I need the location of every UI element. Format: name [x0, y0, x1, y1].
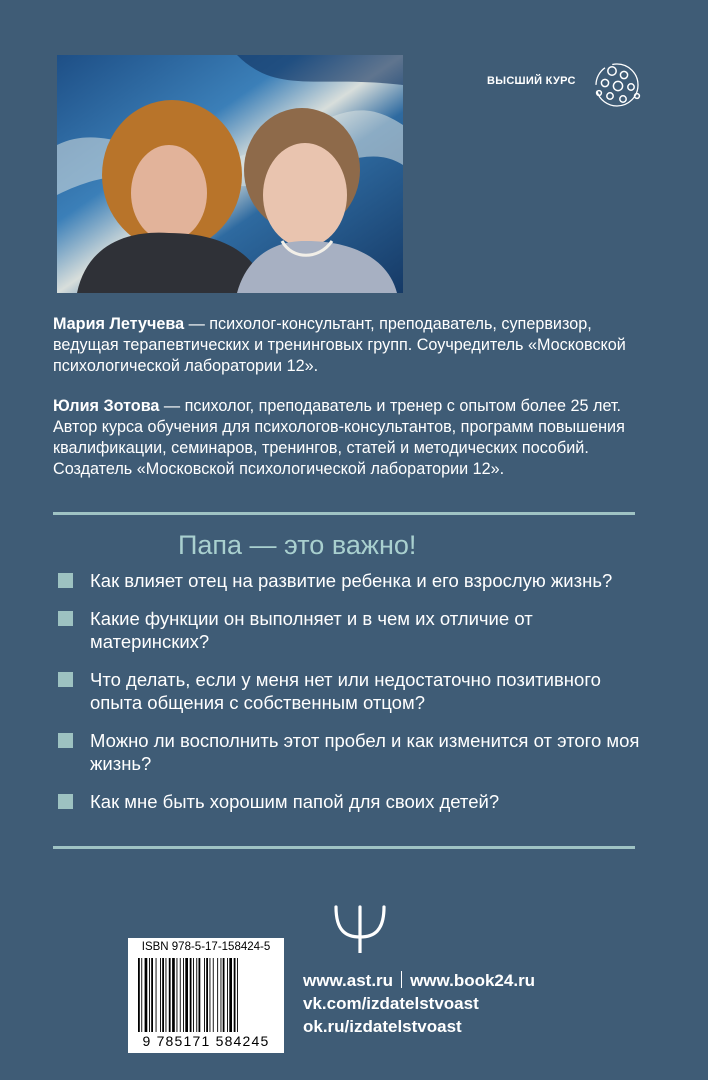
- isbn-digits: 9 785171 584245: [142, 1033, 270, 1049]
- question-text: Можно ли восполнить этот пробел и как изменится от этого моя жизнь?: [90, 730, 640, 774]
- question-list: [58, 569, 648, 828]
- list-item: [58, 668, 648, 714]
- series-label: ВЫСШИЙ КУРС: [487, 75, 576, 87]
- author-bio-text: — психолог-консультант, преподаватель, супервизор, ведущая терапевтических и тренинговых групп. Соучредитель «Московской психологической лаборатории 12».: [53, 315, 626, 375]
- isbn-label: ISBN 978-5-17-158424-5: [141, 941, 271, 953]
- square-bullet-icon: [58, 733, 73, 748]
- link-book24[interactable]: www.book24.ru: [410, 971, 536, 990]
- author-name: Мария Летучева: [53, 315, 185, 333]
- divider-top: [53, 512, 635, 515]
- publisher-links: [303, 969, 535, 1038]
- list-item: [58, 607, 648, 653]
- link-ast[interactable]: www.ast.ru: [303, 971, 394, 990]
- list-item: [58, 569, 648, 592]
- author-bio-1: [53, 314, 653, 377]
- link-ok[interactable]: ok.ru/izdatelstvoast: [303, 1017, 462, 1036]
- question-text: Что делать, если у меня нет или недостаточно позитивного опыта общения с собственным отцом?: [90, 669, 601, 713]
- series-brand: [487, 62, 657, 108]
- dots-circle-logo-icon: [592, 62, 642, 108]
- square-bullet-icon: [58, 672, 73, 687]
- barcode-icon: [136, 958, 276, 1032]
- question-text: Как мне быть хорошим папой для своих детей?: [90, 791, 500, 812]
- question-text: Как влияет отец на развитие ребенка и его взрослую жизнь?: [90, 570, 613, 591]
- site-links-row: [303, 969, 535, 992]
- square-bullet-icon: [58, 794, 73, 809]
- author-bio-2: [53, 396, 653, 480]
- psi-logo-icon: [332, 905, 388, 953]
- link-separator: [401, 971, 402, 988]
- square-bullet-icon: [58, 611, 73, 626]
- list-item: [58, 729, 648, 775]
- section-title: Папа — это важно!: [178, 530, 417, 560]
- author-name: Юлия Зотова: [53, 397, 160, 415]
- authors-photo: [57, 55, 403, 293]
- isbn-barcode: [128, 938, 284, 1053]
- square-bullet-icon: [58, 573, 73, 588]
- link-vk[interactable]: vk.com/izdatelstvoast: [303, 994, 479, 1013]
- list-item: [58, 790, 648, 813]
- divider-bottom: [53, 846, 635, 849]
- question-text: Какие функции он выполняет и в чем их отличие от материнских?: [90, 608, 533, 652]
- author-bio-text: — психолог, преподаватель и тренер с опытом более 25 лет. Автор курса обучения для психологов-консультантов, программ повышения квалификации, семинаров, тренингов, статей и методических пособий. Создатель «Московской психологической лаборатории 12».: [53, 397, 625, 478]
